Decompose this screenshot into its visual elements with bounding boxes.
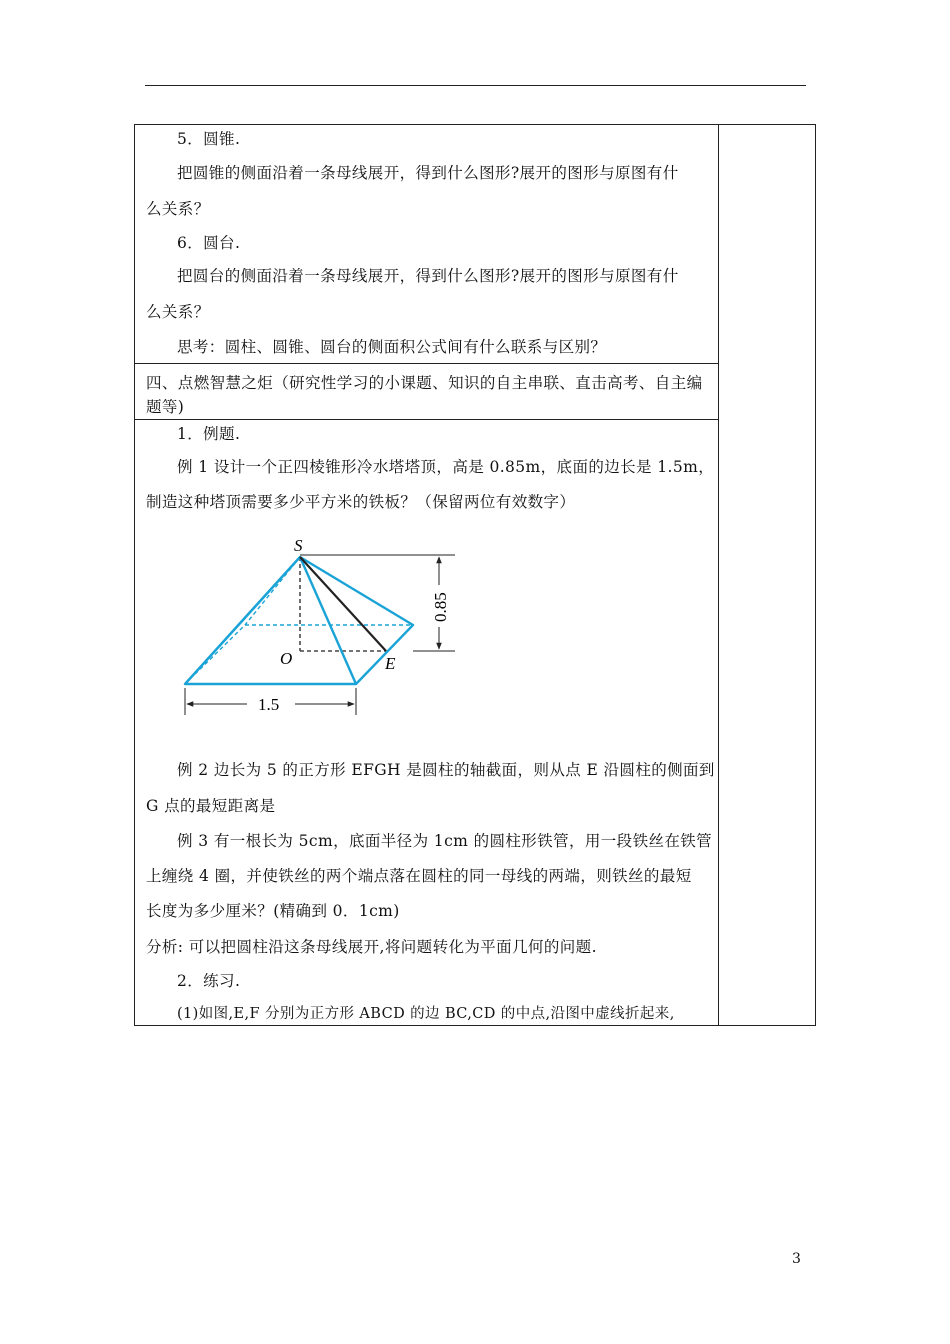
pyramid-outline <box>185 557 413 684</box>
examples-heading: 1．例题. <box>177 425 241 443</box>
frustum-heading: 6．圆台. <box>177 234 241 252</box>
cone-question: 把圆锥的侧面沿着一条母线展开，得到什么图形?展开的图形与原图有什 <box>177 164 679 182</box>
front-edge <box>300 557 356 684</box>
cone-heading: 5．圆锥. <box>177 130 241 148</box>
example3-text-cont2: 长度为多少厘米？(精确到 0．1cm) <box>146 902 400 920</box>
analysis-text: 分析: 可以把圆柱沿这条母线展开,将问题转化为平面几何的问题. <box>146 938 597 956</box>
row-divider <box>135 419 718 420</box>
label-s: S <box>294 536 303 555</box>
example3-text: 例 3 有一根长为 5cm，底面半径为 1cm 的圆柱形铁管，用一段铁丝在铁管 <box>177 832 713 850</box>
base-label: 1.5 <box>258 695 280 714</box>
frustum-question: 把圆台的侧面沿着一条母线展开，得到什么图形?展开的图形与原图有什 <box>177 267 679 285</box>
slant-height <box>300 557 386 651</box>
row-divider <box>135 363 718 364</box>
notes-column <box>718 125 719 1025</box>
frustum-question-cont: 么关系？ <box>146 303 210 321</box>
example1-text: 例 1 设计一个正四棱锥形冷水塔塔顶，高是 0.85m，底面的边长是 1.5m， <box>177 458 715 476</box>
label-e: E <box>385 654 396 673</box>
practice-question: (1)如图,E,F 分别为正方形 ABCD 的边 BC,CD 的中点,沿图中虚线折起来, <box>177 1006 675 1022</box>
cone-question-cont: 么关系？ <box>146 200 210 218</box>
part4-title-cont: 题等) <box>146 398 185 416</box>
example2-text-cont: G 点的最短距离是 <box>146 797 276 815</box>
practice-heading: 2．练习. <box>177 972 241 990</box>
part4-title: 四、点燃智慧之炬（研究性学习的小课题、知识的自主串联、直击高考、自主编 <box>146 374 703 392</box>
header-rule <box>145 85 806 86</box>
pyramid-figure <box>175 533 475 718</box>
example2-text: 例 2 边长为 5 的正方形 EFGH 是圆柱的轴截面，则从点 E 沿圆柱的侧面到 <box>177 761 715 779</box>
thinking-question: 思考：圆柱、圆锥、圆台的侧面积公式间有什么联系与区别？ <box>177 338 607 356</box>
example3-text-cont: 上缠绕 4 圈，并使铁丝的两个端点落在圆柱的同一母线的两端，则铁丝的最短 <box>146 867 692 885</box>
label-o: O <box>280 649 293 668</box>
height-label: 0.85 <box>431 592 450 622</box>
page-number: 3 <box>792 1251 801 1267</box>
example1-text-cont: 制造这种塔顶需要多少平方米的铁板？（保留两位有效数字） <box>146 493 576 511</box>
